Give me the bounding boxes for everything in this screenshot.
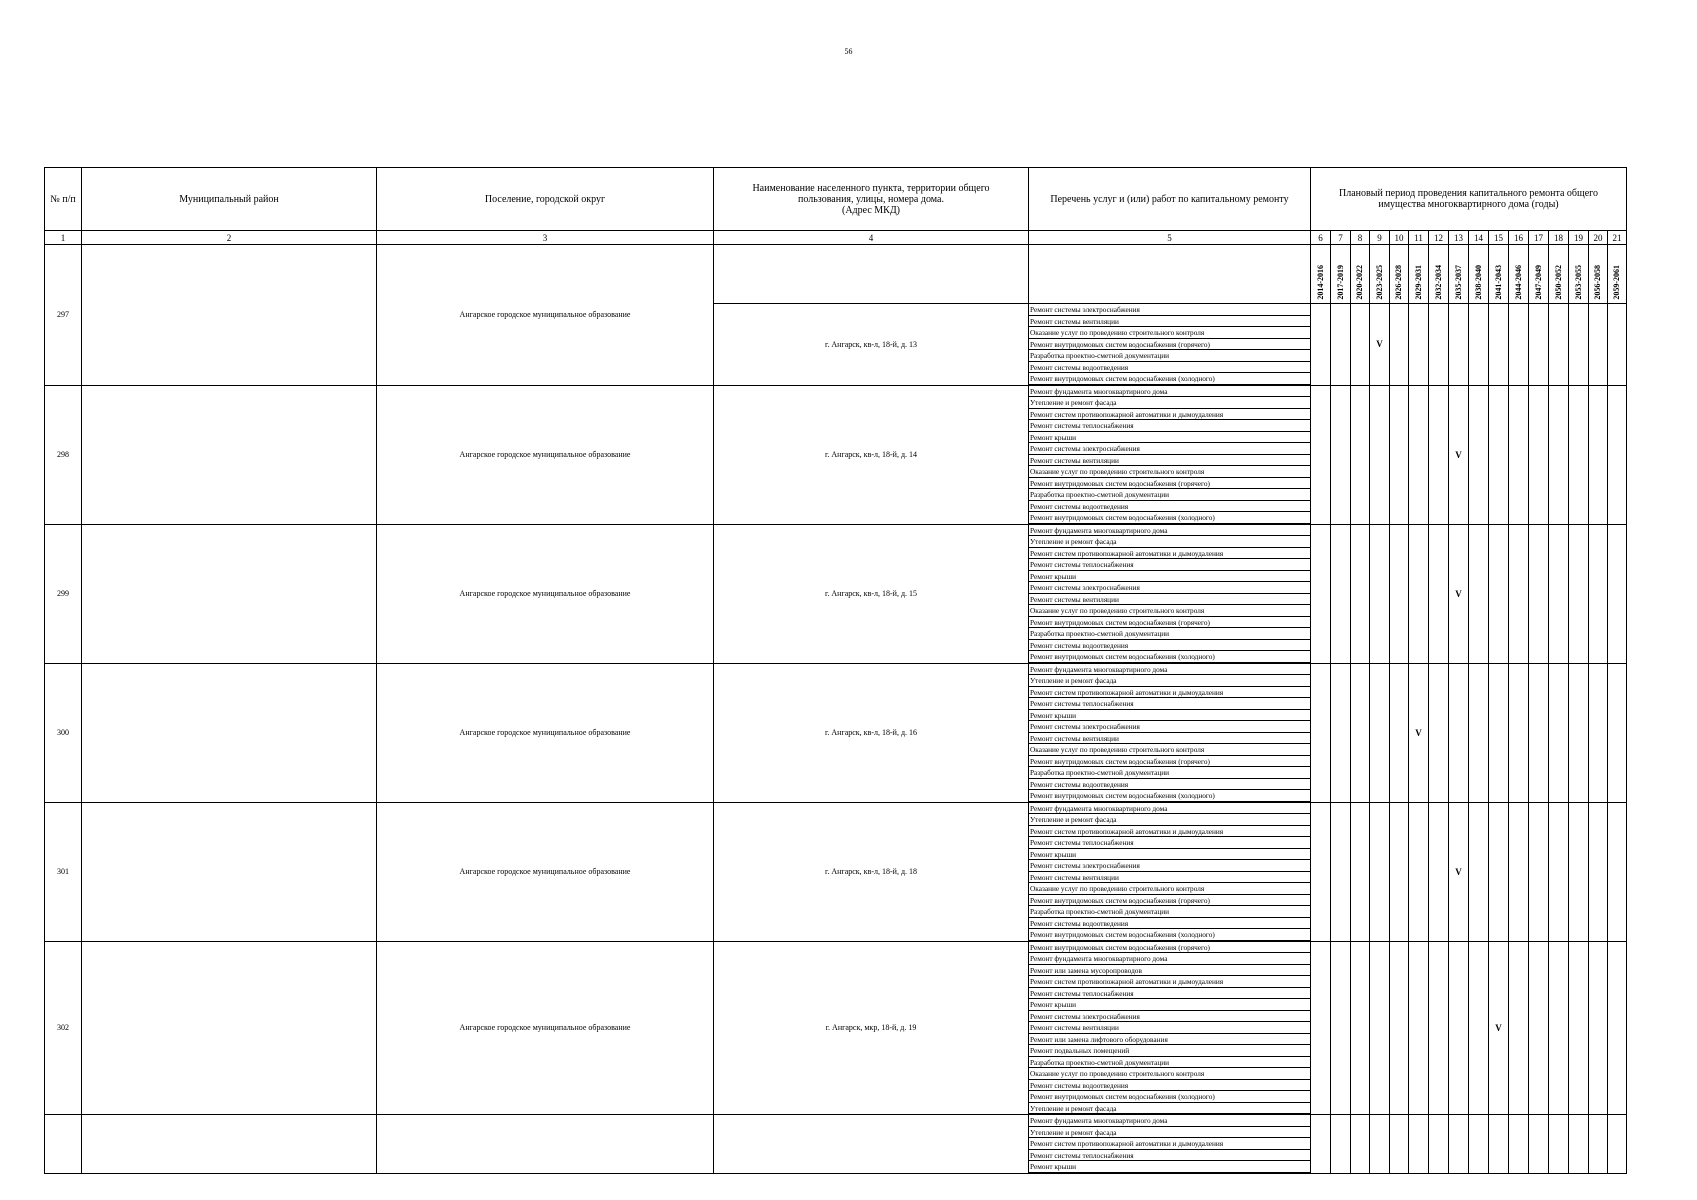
period-header-2017-2019 bbox=[1331, 245, 1351, 304]
column-number-15: 15 bbox=[1489, 231, 1509, 245]
service-item: Ремонт внутридомовых систем водоснабжения (холодного) bbox=[1029, 512, 1310, 524]
period-cell bbox=[1390, 663, 1409, 802]
period-mark: V bbox=[1370, 304, 1390, 386]
period-cell bbox=[1569, 941, 1589, 1115]
period-cell bbox=[1569, 1115, 1589, 1174]
header-period-line-1: Плановый период проведения капитального ремонта общего bbox=[1339, 188, 1599, 199]
row-settlement: Ангарское городское муниципальное образование bbox=[377, 663, 714, 802]
period-cell bbox=[1311, 385, 1331, 524]
service-item: Оказание услуг по проведению строительного контроля bbox=[1029, 327, 1310, 339]
capital-repair-table bbox=[44, 167, 1627, 1174]
header-address-line-2: пользования, улицы, номера дома. bbox=[798, 193, 944, 205]
service-item: Ремонт системы теплоснабжения bbox=[1029, 698, 1310, 710]
service-item: Оказание услуг по проведению строительного контроля bbox=[1029, 1068, 1310, 1080]
service-item: Ремонт системы вентиляции bbox=[1029, 733, 1310, 745]
period-header-2032-2034 bbox=[1429, 245, 1449, 304]
table-row bbox=[45, 245, 1627, 304]
period-cell bbox=[1331, 663, 1351, 802]
period-header-2059-2061 bbox=[1608, 245, 1627, 304]
period-cell bbox=[1608, 304, 1627, 386]
period-cell bbox=[1489, 663, 1509, 802]
service-item: Ремонт крыши bbox=[1029, 999, 1310, 1011]
row-settlement: Ангарское городское муниципальное образование bbox=[377, 802, 714, 941]
period-cell bbox=[1569, 385, 1589, 524]
column-number-12: 12 bbox=[1429, 231, 1449, 245]
service-item: Ремонт крыши bbox=[1029, 849, 1310, 861]
service-item: Ремонт фундамента многоквартирного дома bbox=[1029, 386, 1310, 398]
header-services: Перечень услуг и (или) работ по капитальному ремонту bbox=[1029, 168, 1311, 231]
table-row bbox=[45, 941, 1627, 1115]
service-item: Ремонт системы вентиляции bbox=[1029, 872, 1310, 884]
header-address-line-3: (Адрес МКД) bbox=[842, 204, 900, 216]
period-cell bbox=[1529, 802, 1549, 941]
row-address: г. Ангарск, кв-л, 18-й, д. 15 bbox=[714, 524, 1029, 663]
period-header-2050-2052 bbox=[1549, 245, 1569, 304]
period-cell bbox=[1429, 663, 1449, 802]
row-address: г. Ангарск, кв-л, 18-й, д. 18 bbox=[714, 802, 1029, 941]
period-cell bbox=[1608, 524, 1627, 663]
period-mark: V bbox=[1489, 941, 1509, 1115]
period-cell bbox=[1489, 1115, 1509, 1174]
row-services bbox=[1029, 1115, 1311, 1174]
service-item: Ремонт системы теплоснабжения bbox=[1029, 988, 1310, 1000]
period-cell bbox=[1449, 941, 1469, 1115]
service-item: Утепление и ремонт фасада bbox=[1029, 1103, 1310, 1115]
row-services bbox=[1029, 385, 1311, 524]
row-number: 298 bbox=[45, 385, 82, 524]
period-label: 2017-2019 bbox=[1335, 265, 1345, 300]
service-item: Утепление и ремонт фасада bbox=[1029, 814, 1310, 826]
period-cell bbox=[1509, 304, 1529, 386]
period-cell bbox=[1469, 941, 1489, 1115]
row-district bbox=[82, 385, 377, 524]
period-header-2023-2025 bbox=[1370, 245, 1390, 304]
period-cell bbox=[1569, 663, 1589, 802]
service-item: Ремонт системы вентиляции bbox=[1029, 594, 1310, 606]
period-cell bbox=[1351, 385, 1370, 524]
service-item: Ремонт системы теплоснабжения bbox=[1029, 837, 1310, 849]
period-cell bbox=[1311, 941, 1331, 1115]
row-settlement: Ангарское городское муниципальное образование bbox=[377, 524, 714, 663]
service-item: Ремонт внутридомовых систем водоснабжения (горячего) bbox=[1029, 478, 1310, 490]
row-services bbox=[1029, 802, 1311, 941]
service-item: Утепление и ремонт фасада bbox=[1029, 675, 1310, 687]
header-num: № п/п bbox=[45, 168, 82, 231]
period-cell bbox=[1469, 304, 1489, 386]
service-item: Ремонт или замена мусоропроводов bbox=[1029, 965, 1310, 977]
column-number-19: 19 bbox=[1569, 231, 1589, 245]
period-label: 2026-2028 bbox=[1394, 265, 1403, 300]
service-item: Ремонт системы теплоснабжения bbox=[1029, 559, 1310, 571]
service-item: Ремонт внутридомовых систем водоснабжения (горячего) bbox=[1029, 942, 1310, 954]
column-number-17: 17 bbox=[1529, 231, 1549, 245]
period-cell bbox=[1370, 1115, 1390, 1174]
column-number-4: 4 bbox=[714, 231, 1029, 245]
service-item: Ремонт системы электроснабжения bbox=[1029, 721, 1310, 733]
period-cell bbox=[1469, 663, 1489, 802]
period-cell bbox=[1429, 304, 1449, 386]
row-services bbox=[1029, 524, 1311, 663]
period-cell bbox=[1549, 304, 1569, 386]
period-header-2035-2037 bbox=[1449, 245, 1469, 304]
period-cell bbox=[1549, 802, 1569, 941]
row-services bbox=[1029, 304, 1311, 386]
period-cell bbox=[1331, 385, 1351, 524]
period-cell bbox=[1589, 941, 1608, 1115]
service-item: Ремонт системы вентиляции bbox=[1029, 1022, 1310, 1034]
period-mark: V bbox=[1449, 385, 1469, 524]
period-cell bbox=[1311, 802, 1331, 941]
row-district bbox=[82, 663, 377, 802]
service-item: Ремонт системы электроснабжения bbox=[1029, 582, 1310, 594]
service-item: Ремонт внутридомовых систем водоснабжения (холодного) bbox=[1029, 373, 1310, 385]
period-cell bbox=[1489, 524, 1509, 663]
period-cell bbox=[1549, 524, 1569, 663]
period-header-2038-2040 bbox=[1469, 245, 1489, 304]
period-cell bbox=[1390, 524, 1409, 663]
period-cell bbox=[1390, 802, 1409, 941]
period-cell bbox=[1331, 941, 1351, 1115]
period-header-2041-2043 bbox=[1489, 245, 1509, 304]
period-cell bbox=[1409, 304, 1429, 386]
period-cell bbox=[1331, 802, 1351, 941]
column-number-10: 10 bbox=[1390, 231, 1409, 245]
row-number bbox=[45, 1115, 82, 1174]
service-item: Утепление и ремонт фасада bbox=[1029, 536, 1310, 548]
service-item: Ремонт или замена лифтового оборудования bbox=[1029, 1034, 1310, 1046]
service-item: Ремонт системы теплоснабжения bbox=[1029, 1150, 1310, 1162]
period-cell bbox=[1608, 941, 1627, 1115]
period-header-2026-2028 bbox=[1390, 245, 1409, 304]
service-item: Ремонт системы электроснабжения bbox=[1029, 1011, 1310, 1023]
period-cell bbox=[1509, 1115, 1529, 1174]
period-cell bbox=[1409, 1115, 1429, 1174]
row-district bbox=[82, 1115, 377, 1174]
header-row bbox=[45, 168, 1627, 231]
period-cell bbox=[1509, 663, 1529, 802]
year-header-spacer-address bbox=[714, 245, 1029, 304]
period-cell bbox=[1509, 385, 1529, 524]
service-item: Разработка проектно-сметной документации bbox=[1029, 489, 1310, 501]
service-item: Разработка проектно-сметной документации bbox=[1029, 1057, 1310, 1069]
period-header-2056-2058 bbox=[1589, 245, 1608, 304]
service-item: Разработка проектно-сметной документации bbox=[1029, 628, 1310, 640]
service-item: Ремонт фундамента многоквартирного дома bbox=[1029, 953, 1310, 965]
period-cell bbox=[1409, 802, 1429, 941]
period-label: 2032-2034 bbox=[1433, 265, 1443, 300]
service-item: Ремонт подвальных помещений bbox=[1029, 1045, 1310, 1057]
service-item: Ремонт фундамента многоквартирного дома bbox=[1029, 803, 1310, 815]
page-number: 56 bbox=[844, 47, 853, 56]
period-cell bbox=[1429, 1115, 1449, 1174]
period-cell bbox=[1390, 304, 1409, 386]
row-district bbox=[82, 245, 377, 386]
period-cell bbox=[1589, 304, 1608, 386]
column-number-5: 5 bbox=[1029, 231, 1311, 245]
period-label: 2029-2031 bbox=[1413, 265, 1423, 300]
row-settlement: Ангарское городское муниципальное образование bbox=[377, 941, 714, 1115]
period-cell bbox=[1489, 802, 1509, 941]
row-address: г. Ангарск, кв-л, 18-й, д. 13 bbox=[714, 304, 1029, 386]
service-item: Оказание услуг по проведению строительного контроля bbox=[1029, 605, 1310, 617]
period-cell bbox=[1569, 802, 1589, 941]
column-number-9: 9 bbox=[1370, 231, 1390, 245]
period-cell bbox=[1351, 304, 1370, 386]
period-cell bbox=[1529, 385, 1549, 524]
period-cell bbox=[1351, 941, 1370, 1115]
period-cell bbox=[1489, 304, 1509, 386]
service-item: Ремонт системы электроснабжения bbox=[1029, 443, 1310, 455]
period-cell bbox=[1370, 802, 1390, 941]
service-item: Ремонт системы водоотведения bbox=[1029, 918, 1310, 930]
period-label: 2023-2025 bbox=[1374, 265, 1384, 300]
table-row bbox=[45, 663, 1627, 802]
period-cell bbox=[1331, 524, 1351, 663]
period-cell bbox=[1469, 524, 1489, 663]
period-cell bbox=[1589, 802, 1608, 941]
period-cell bbox=[1351, 802, 1370, 941]
header-settlement: Поселение, городской округ bbox=[377, 168, 714, 231]
period-cell bbox=[1509, 524, 1529, 663]
service-item: Ремонт систем противопожарной автоматики и дымоудаления bbox=[1029, 826, 1310, 838]
period-cell bbox=[1429, 802, 1449, 941]
column-number-14: 14 bbox=[1469, 231, 1489, 245]
period-header-2014-2016 bbox=[1311, 245, 1331, 304]
service-item: Ремонт системы водоотведения bbox=[1029, 1080, 1310, 1092]
row-settlement: Ангарское городское муниципальное образование bbox=[377, 245, 714, 386]
period-header-2047-2049 bbox=[1529, 245, 1549, 304]
table-row bbox=[45, 1115, 1627, 1174]
period-cell bbox=[1469, 802, 1489, 941]
row-address: г. Ангарск, кв-л, 18-й, д. 16 bbox=[714, 663, 1029, 802]
service-item: Ремонт внутридомовых систем водоснабжения (горячего) bbox=[1029, 617, 1310, 629]
service-item: Ремонт систем противопожарной автоматики и дымоудаления bbox=[1029, 409, 1310, 421]
period-cell bbox=[1331, 1115, 1351, 1174]
period-cell bbox=[1449, 304, 1469, 386]
column-number-20: 20 bbox=[1589, 231, 1608, 245]
period-cell bbox=[1589, 1115, 1608, 1174]
period-cell bbox=[1311, 524, 1331, 663]
service-item: Оказание услуг по проведению строительного контроля bbox=[1029, 883, 1310, 895]
header-address-line-1: Наименование населенного пункта, территории общего bbox=[752, 182, 990, 194]
service-item: Ремонт системы водоотведения bbox=[1029, 362, 1310, 374]
period-cell bbox=[1569, 524, 1589, 663]
period-label: 2038-2040 bbox=[1473, 265, 1483, 300]
column-number-16: 16 bbox=[1509, 231, 1529, 245]
period-cell bbox=[1509, 941, 1529, 1115]
period-cell bbox=[1370, 941, 1390, 1115]
header-district: Муниципальный район bbox=[82, 168, 377, 231]
service-item: Ремонт системы водоотведения bbox=[1029, 779, 1310, 791]
period-mark: V bbox=[1449, 524, 1469, 663]
row-number: 297 bbox=[45, 245, 82, 386]
period-cell bbox=[1529, 524, 1549, 663]
period-header-2020-2022 bbox=[1351, 245, 1370, 304]
service-item: Ремонт крыши bbox=[1029, 432, 1310, 444]
row-district bbox=[82, 802, 377, 941]
service-item: Ремонт систем противопожарной автоматики и дымоудаления bbox=[1029, 976, 1310, 988]
service-item: Ремонт систем противопожарной автоматики и дымоудаления bbox=[1029, 548, 1310, 560]
row-address: г. Ангарск, мкр, 18-й, д. 19 bbox=[714, 941, 1029, 1115]
service-item: Ремонт внутридомовых систем водоснабжения (холодного) bbox=[1029, 1091, 1310, 1103]
service-item: Ремонт систем противопожарной автоматики и дымоудаления bbox=[1029, 1138, 1310, 1150]
period-cell bbox=[1311, 304, 1331, 386]
service-item: Ремонт внутридомовых систем водоснабжения (холодного) bbox=[1029, 929, 1310, 941]
row-number: 301 bbox=[45, 802, 82, 941]
period-cell bbox=[1390, 385, 1409, 524]
period-cell bbox=[1549, 1115, 1569, 1174]
service-item: Ремонт фундамента многоквартирного дома bbox=[1029, 664, 1310, 676]
row-settlement bbox=[377, 1115, 714, 1174]
period-label: 2020-2022 bbox=[1355, 265, 1364, 300]
service-item: Ремонт системы водоотведения bbox=[1029, 640, 1310, 652]
period-header-2044-2046 bbox=[1509, 245, 1529, 304]
period-cell bbox=[1429, 524, 1449, 663]
period-header-2053-2055 bbox=[1569, 245, 1589, 304]
row-number: 299 bbox=[45, 524, 82, 663]
period-mark: V bbox=[1409, 663, 1429, 802]
column-number-7: 7 bbox=[1331, 231, 1351, 245]
row-number: 300 bbox=[45, 663, 82, 802]
column-number-18: 18 bbox=[1549, 231, 1569, 245]
period-mark: V bbox=[1449, 802, 1469, 941]
period-label: 2050-2052 bbox=[1553, 265, 1563, 300]
row-services bbox=[1029, 941, 1311, 1115]
period-cell bbox=[1549, 385, 1569, 524]
service-item: Ремонт крыши bbox=[1029, 571, 1310, 583]
row-number: 302 bbox=[45, 941, 82, 1115]
column-number-2: 2 bbox=[82, 231, 377, 245]
period-cell bbox=[1409, 385, 1429, 524]
period-cell bbox=[1509, 802, 1529, 941]
row-address: г. Ангарск, кв-л, 18-й, д. 14 bbox=[714, 385, 1029, 524]
period-cell bbox=[1409, 941, 1429, 1115]
service-item: Ремонт внутридомовых систем водоснабжения (горячего) bbox=[1029, 895, 1310, 907]
period-cell bbox=[1429, 385, 1449, 524]
period-cell bbox=[1608, 385, 1627, 524]
row-services bbox=[1029, 663, 1311, 802]
service-item: Утепление и ремонт фасада bbox=[1029, 397, 1310, 409]
period-header-2029-2031 bbox=[1409, 245, 1429, 304]
period-cell bbox=[1608, 802, 1627, 941]
service-item: Утепление и ремонт фасада bbox=[1029, 1127, 1310, 1139]
table-row bbox=[45, 385, 1627, 524]
period-label: 2035-2037 bbox=[1453, 265, 1463, 300]
period-cell bbox=[1549, 941, 1569, 1115]
service-item: Разработка проектно-сметной документации bbox=[1029, 767, 1310, 779]
period-label: 2014-2016 bbox=[1315, 265, 1325, 300]
period-cell bbox=[1331, 304, 1351, 386]
period-label: 2044-2046 bbox=[1513, 265, 1523, 300]
period-cell bbox=[1351, 663, 1370, 802]
period-cell bbox=[1409, 524, 1429, 663]
period-label: 2059-2061 bbox=[1612, 265, 1621, 300]
period-cell bbox=[1469, 1115, 1489, 1174]
service-item: Ремонт системы вентиляции bbox=[1029, 455, 1310, 467]
row-address bbox=[714, 1115, 1029, 1174]
period-cell bbox=[1529, 304, 1549, 386]
period-cell bbox=[1529, 941, 1549, 1115]
period-cell bbox=[1549, 663, 1569, 802]
period-cell bbox=[1390, 941, 1409, 1115]
period-label: 2053-2055 bbox=[1573, 265, 1583, 300]
year-header-spacer-services bbox=[1029, 245, 1311, 304]
service-item: Ремонт внутридомовых систем водоснабжения (холодного) bbox=[1029, 790, 1310, 802]
column-number-13: 13 bbox=[1449, 231, 1469, 245]
service-item: Ремонт внутридомовых систем водоснабжения (горячего) bbox=[1029, 339, 1310, 351]
row-settlement: Ангарское городское муниципальное образование bbox=[377, 385, 714, 524]
header-address bbox=[714, 168, 1029, 231]
service-item: Ремонт системы вентиляции bbox=[1029, 316, 1310, 328]
period-cell bbox=[1608, 1115, 1627, 1174]
period-cell bbox=[1529, 1115, 1549, 1174]
service-item: Оказание услуг по проведению строительного контроля bbox=[1029, 466, 1310, 478]
period-cell bbox=[1489, 385, 1509, 524]
period-cell bbox=[1529, 663, 1549, 802]
period-cell bbox=[1390, 1115, 1409, 1174]
service-item: Ремонт системы электроснабжения bbox=[1029, 860, 1310, 872]
service-item: Ремонт фундамента многоквартирного дома bbox=[1029, 525, 1310, 537]
period-label: 2047-2049 bbox=[1533, 265, 1543, 300]
row-district bbox=[82, 524, 377, 663]
period-cell bbox=[1589, 524, 1608, 663]
period-cell bbox=[1469, 385, 1489, 524]
service-item: Ремонт системы водоотведения bbox=[1029, 501, 1310, 513]
table-row bbox=[45, 802, 1627, 941]
period-cell bbox=[1370, 663, 1390, 802]
period-cell bbox=[1351, 1115, 1370, 1174]
period-cell bbox=[1311, 663, 1331, 802]
column-number-8: 8 bbox=[1351, 231, 1370, 245]
column-number-6: 6 bbox=[1311, 231, 1331, 245]
service-item: Ремонт внутридомовых систем водоснабжения (холодного) bbox=[1029, 651, 1310, 663]
service-item: Разработка проектно-сметной документации bbox=[1029, 906, 1310, 918]
period-cell bbox=[1370, 385, 1390, 524]
service-item: Ремонт системы электроснабжения bbox=[1029, 304, 1310, 316]
period-cell bbox=[1449, 1115, 1469, 1174]
service-item: Разработка проектно-сметной документации bbox=[1029, 350, 1310, 362]
table-row bbox=[45, 524, 1627, 663]
period-cell bbox=[1449, 663, 1469, 802]
period-cell bbox=[1569, 304, 1589, 386]
column-number-11: 11 bbox=[1409, 231, 1429, 245]
service-item: Ремонт систем противопожарной автоматики и дымоудаления bbox=[1029, 687, 1310, 699]
period-cell bbox=[1589, 385, 1608, 524]
period-cell bbox=[1429, 941, 1449, 1115]
service-item: Ремонт внутридомовых систем водоснабжения (горячего) bbox=[1029, 756, 1310, 768]
period-label: 2056-2058 bbox=[1593, 265, 1602, 300]
column-number-1: 1 bbox=[45, 231, 82, 245]
service-item: Ремонт системы теплоснабжения bbox=[1029, 420, 1310, 432]
period-cell bbox=[1311, 1115, 1331, 1174]
column-number-21: 21 bbox=[1608, 231, 1627, 245]
service-item: Ремонт крыши bbox=[1029, 710, 1310, 722]
period-cell bbox=[1589, 663, 1608, 802]
column-number-row bbox=[45, 231, 1627, 245]
row-district bbox=[82, 941, 377, 1115]
service-item: Ремонт фундамента многоквартирного дома bbox=[1029, 1115, 1310, 1127]
period-cell bbox=[1370, 524, 1390, 663]
column-number-3: 3 bbox=[377, 231, 714, 245]
service-item: Ремонт крыши bbox=[1029, 1161, 1310, 1173]
header-period bbox=[1311, 168, 1627, 231]
period-cell bbox=[1351, 524, 1370, 663]
period-cell bbox=[1608, 663, 1627, 802]
period-label: 2041-2043 bbox=[1493, 265, 1503, 300]
header-period-line-2: имущества многоквартирного дома (годы) bbox=[1378, 199, 1559, 210]
service-item: Оказание услуг по проведению строительного контроля bbox=[1029, 744, 1310, 756]
